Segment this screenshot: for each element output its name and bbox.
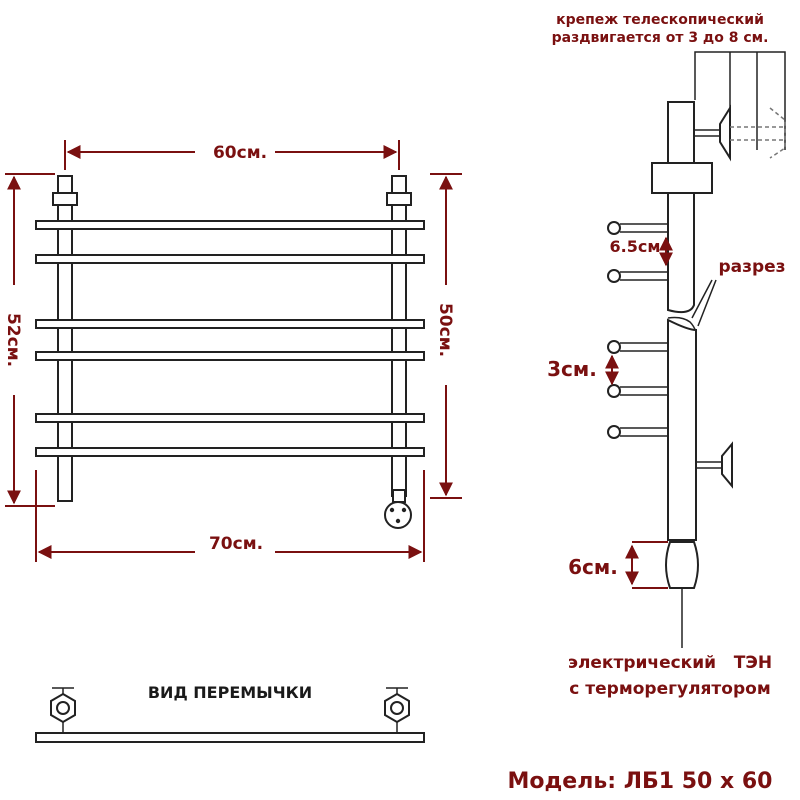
jumper-view [36,683,424,742]
lower-wall-mount [696,444,732,486]
rung [36,448,424,456]
side-view [547,12,785,699]
rung-spacing-label: 3см. [547,357,597,381]
heater-height-label: 6см. [568,555,618,579]
left-height-label: 52см. [3,312,23,368]
rung [36,320,424,328]
rung [36,352,424,360]
heater-label-line2: с терморегулятором [569,679,771,699]
width-between-posts-label: 60см. [212,143,268,163]
upper-wall-mount [694,108,785,158]
dimension-70 [36,470,424,562]
jumper-view-title: ВИД ПЕРЕМЫЧКИ [147,683,313,702]
heater-element [666,542,698,648]
mount-note-line2: раздвигается от 3 до 8 см. [551,30,769,46]
dimension-3 [547,356,612,384]
front-rungs [36,221,424,456]
right-height-label: 50см. [435,302,455,358]
right-bracket [387,193,411,205]
model-label: Модель: ЛБ1 50 х 60 [507,769,773,794]
heater-label-line1: электрический ТЭН [567,653,773,673]
left-bracket [53,193,77,205]
dimension-60 [65,140,399,170]
rung [36,414,424,422]
cut-label: разрез [718,257,786,277]
overall-width-label: 70см. [208,534,264,554]
dimension-50 [430,174,462,498]
dimension-6 [568,542,668,588]
right-jumper-fitting [385,688,409,733]
side-tube-lower [668,320,696,540]
clamp-block [652,163,712,193]
rail-spacing-label: 6.5см [609,237,661,256]
side-tube-upper [668,102,694,312]
rung [36,255,424,263]
rung [36,221,424,229]
jumper-bar [36,733,424,742]
heater-socket [385,490,411,528]
front-view [3,140,462,562]
dimension-6-5 [610,237,666,265]
cut-callout [692,257,786,326]
mount-note-line1: крепеж телескопический [556,12,764,28]
left-jumper-fitting [51,688,75,733]
